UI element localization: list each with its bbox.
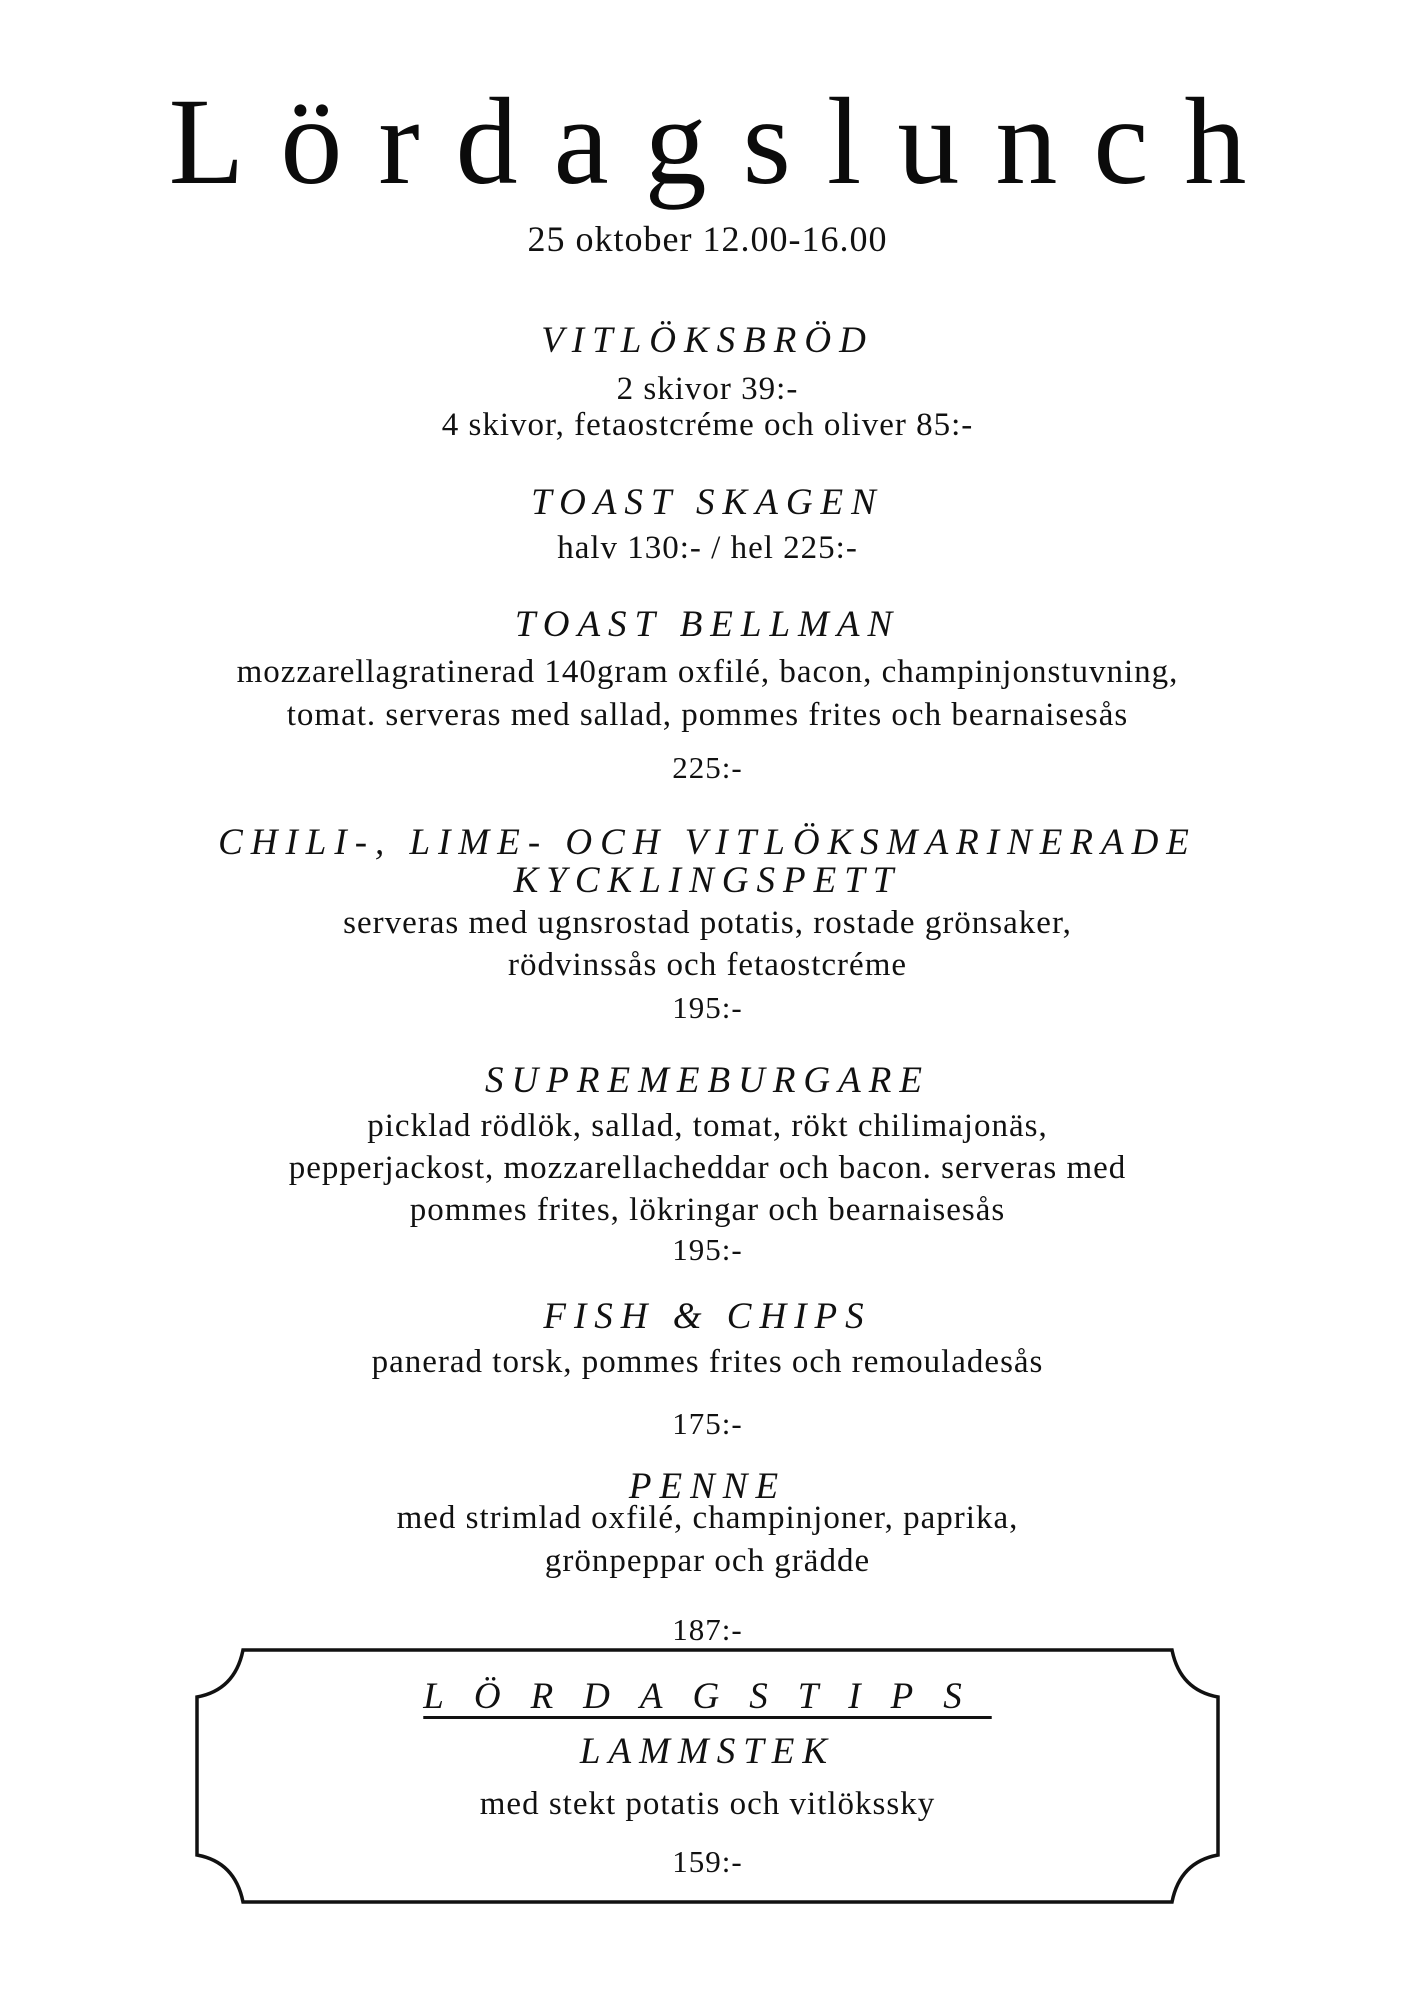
item-supremeburgare-line-1: picklad rödlök, sallad, tomat, rökt chilimajonäs,: [367, 1108, 1048, 1144]
menu-date: 25 oktober 12.00-16.00: [527, 219, 888, 259]
item-kycklingspett-name-1: CHILI-, LIME- OCH VITLÖKSMARINERADE: [218, 822, 1197, 863]
item-penne-line-2: grönpeppar och grädde: [544, 1543, 871, 1579]
item-toast-skagen-line-1: halv 130:- / hel 225:-: [557, 530, 858, 566]
tips-heading: LÖRDAGSTIPS: [423, 1676, 992, 1717]
item-fish-chips-line-1: panerad torsk, pommes frites och remouladesås: [371, 1344, 1044, 1380]
item-toast-bellman-price: 225:-: [672, 750, 743, 785]
item-fish-chips-price: 175:-: [672, 1406, 743, 1441]
item-toast-skagen-name: TOAST SKAGEN: [531, 482, 884, 523]
item-kycklingspett-line-1: serveras med ugnsrostad potatis, rostade grönsaker,: [343, 905, 1072, 941]
item-toast-bellman-name: TOAST BELLMAN: [514, 604, 901, 645]
item-supremeburgare-line-3: pommes frites, lökringar och bearnaisesås: [409, 1192, 1006, 1228]
menu-title: Lördagslunch: [168, 73, 1283, 210]
item-penne-name: PENNE: [628, 1466, 787, 1507]
tips-dish: LAMMSTEK: [579, 1731, 836, 1772]
item-toast-bellman-line-2: tomat. serveras med sallad, pommes frites och bearnaisesås: [286, 697, 1129, 733]
item-supremeburgare-price: 195:-: [672, 1232, 743, 1267]
item-kycklingspett-name-2: KYCKLINGSPETT: [513, 860, 902, 901]
item-penne-line-1: med strimlad oxfilé, champinjoner, paprika,: [396, 1500, 1019, 1536]
item-vitloksbrod-line-2: 4 skivor, fetaostcréme och oliver 85:-: [441, 407, 974, 443]
item-vitloksbrod-line-1: 2 skivor 39:-: [616, 371, 799, 407]
tips-description: med stekt potatis och vitlökssky: [479, 1786, 936, 1822]
item-vitloksbrod-name: VITLÖKSBRÖD: [541, 320, 874, 361]
item-supremeburgare-name: SUPREMEBURGARE: [485, 1060, 930, 1101]
item-kycklingspett-price: 195:-: [672, 990, 743, 1025]
item-kycklingspett-line-2: rödvinssås och fetaostcréme: [507, 947, 908, 983]
item-supremeburgare-line-2: pepperjackost, mozzarellacheddar och bacon. serveras med: [288, 1150, 1127, 1186]
tips-price: 159:-: [672, 1844, 743, 1879]
item-fish-chips-name: FISH & CHIPS: [543, 1296, 872, 1337]
item-toast-bellman-line-1: mozzarellagratinerad 140gram oxfilé, bacon, champinjonstuvning,: [236, 654, 1179, 690]
item-penne-price: 187:-: [672, 1612, 743, 1647]
